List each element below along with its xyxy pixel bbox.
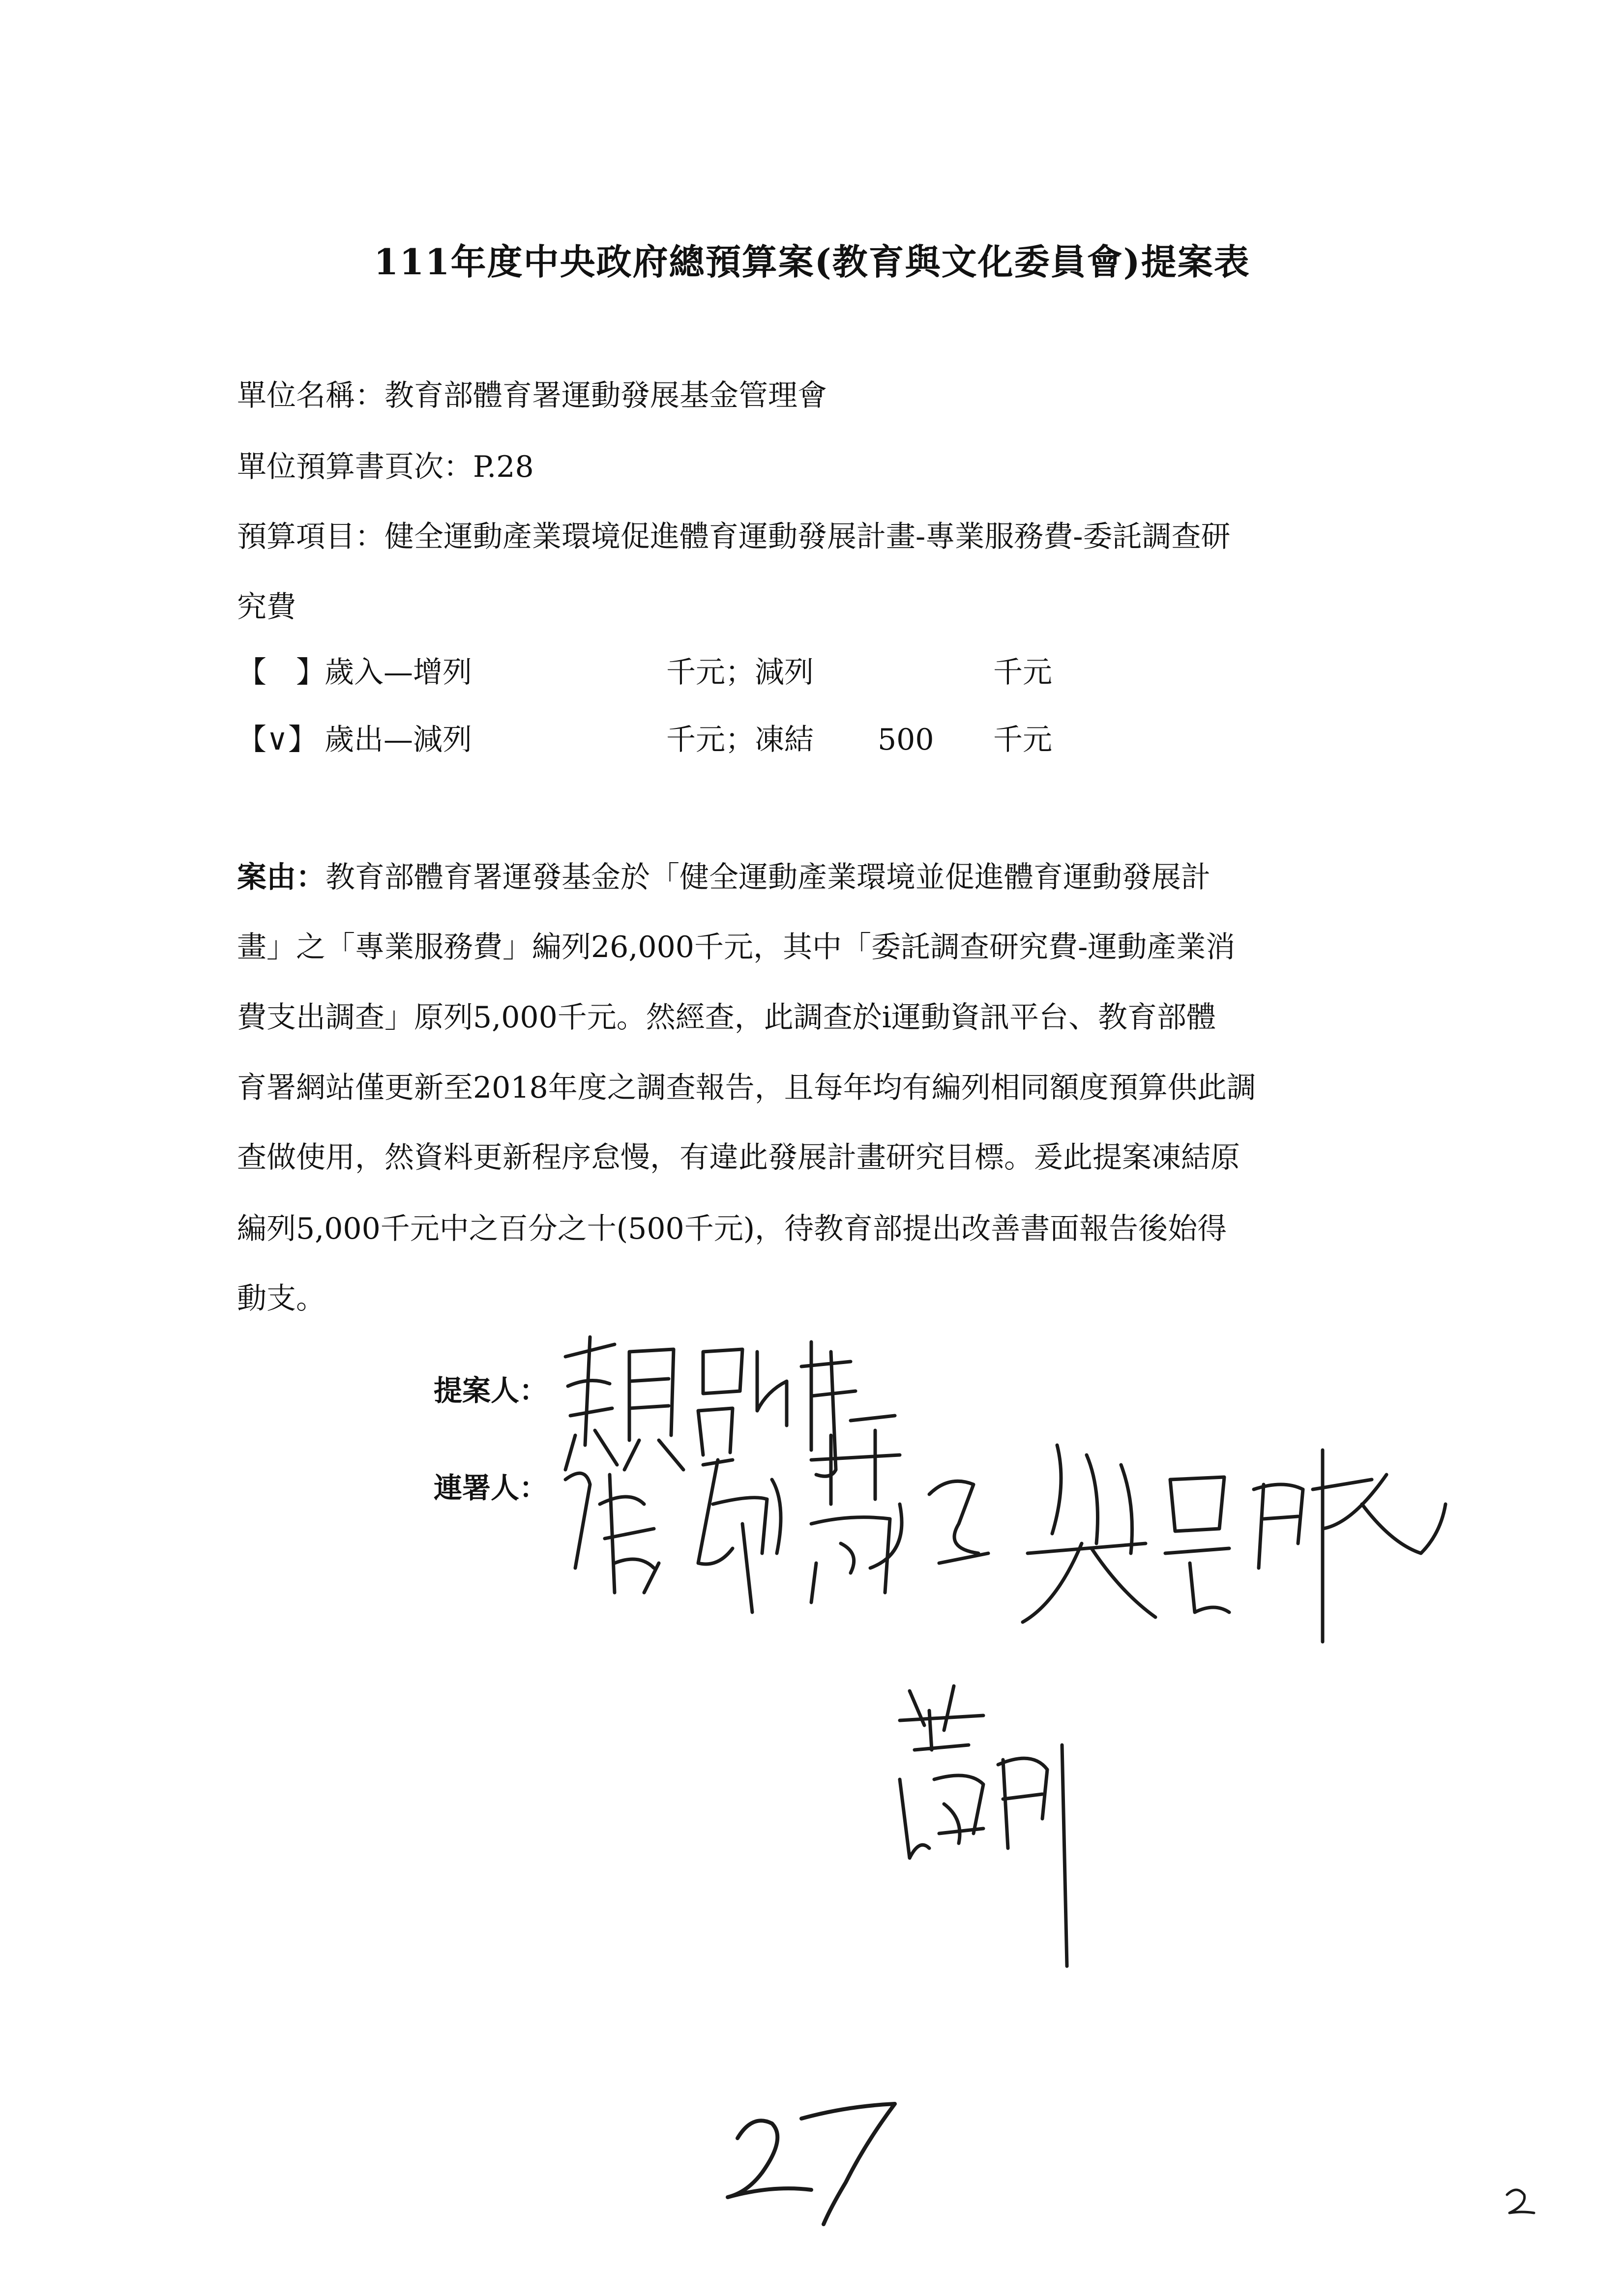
revenue-unit-1: 千元；減列 <box>666 655 814 690</box>
reason-line: 育署網站僅更新至2018年度之調查報告，且每年均有編列相同額度預算供此調 <box>237 1071 1256 1105</box>
cosigner-signature-extra <box>870 1671 1092 1976</box>
cosigner-signatures <box>556 1406 1450 1681</box>
revenue-checkbox: 【 】 <box>237 655 325 690</box>
reason-line: 畫」之「專業服務費」編列26,000千元，其中「委託調查研究費-運動產業消 <box>237 930 1236 964</box>
reason-line: 動支。 <box>237 1281 325 1316</box>
revenue-unit-2: 千元 <box>993 655 1052 690</box>
handwritten-page-number <box>718 2084 924 2227</box>
budget-item-line-1: 預算項目：健全運動產業環境促進體育運動發展計畫-專業服務費-委託調查研 <box>237 520 1231 554</box>
reason-line: 編列5,000千元中之百分之十(500千元)，待教育部提出改善書面報告後始得 <box>237 1212 1227 1246</box>
revenue-label: 歲入—增列 <box>325 655 472 690</box>
freeze-amount: 500 <box>878 723 934 757</box>
page-number-text: 27 <box>718 2084 719 2085</box>
reason-line: 費支出調查」原列5,000千元。然經查，此調查於i運動資訊平台、教育部體 <box>237 1000 1216 1035</box>
cosigner-label: 連署人： <box>434 1471 548 1505</box>
expenditure-unit-1: 千元；凍結 <box>666 723 814 757</box>
proposer-label: 提案人： <box>434 1374 548 1407</box>
budget-item-line-2: 究費 <box>237 590 296 624</box>
expenditure-label: 歲出—減列 <box>325 723 472 757</box>
reason-line: 查做使用，然資料更新程序怠慢，有違此發展計畫研究目標。爰此提案凍結原 <box>237 1140 1240 1175</box>
expenditure-checkbox: 【∨】 <box>237 723 318 757</box>
unit-name: 單位名稱：教育部體育署運動發展基金管理會 <box>237 378 827 413</box>
reason-line: 教育部體育署運發基金於「健全運動產業環境並促進體育運動發展計 <box>325 860 1211 895</box>
unit-budget-page: 單位預算書頁次：P.28 <box>237 450 534 484</box>
page-title: 111年度中央政府總預算案(教育與文化委員會)提案表 <box>374 241 1250 283</box>
reason-label: 案由： <box>237 860 325 895</box>
expenditure-unit-2: 千元 <box>993 723 1052 757</box>
corner-mark <box>1500 2182 1539 2222</box>
